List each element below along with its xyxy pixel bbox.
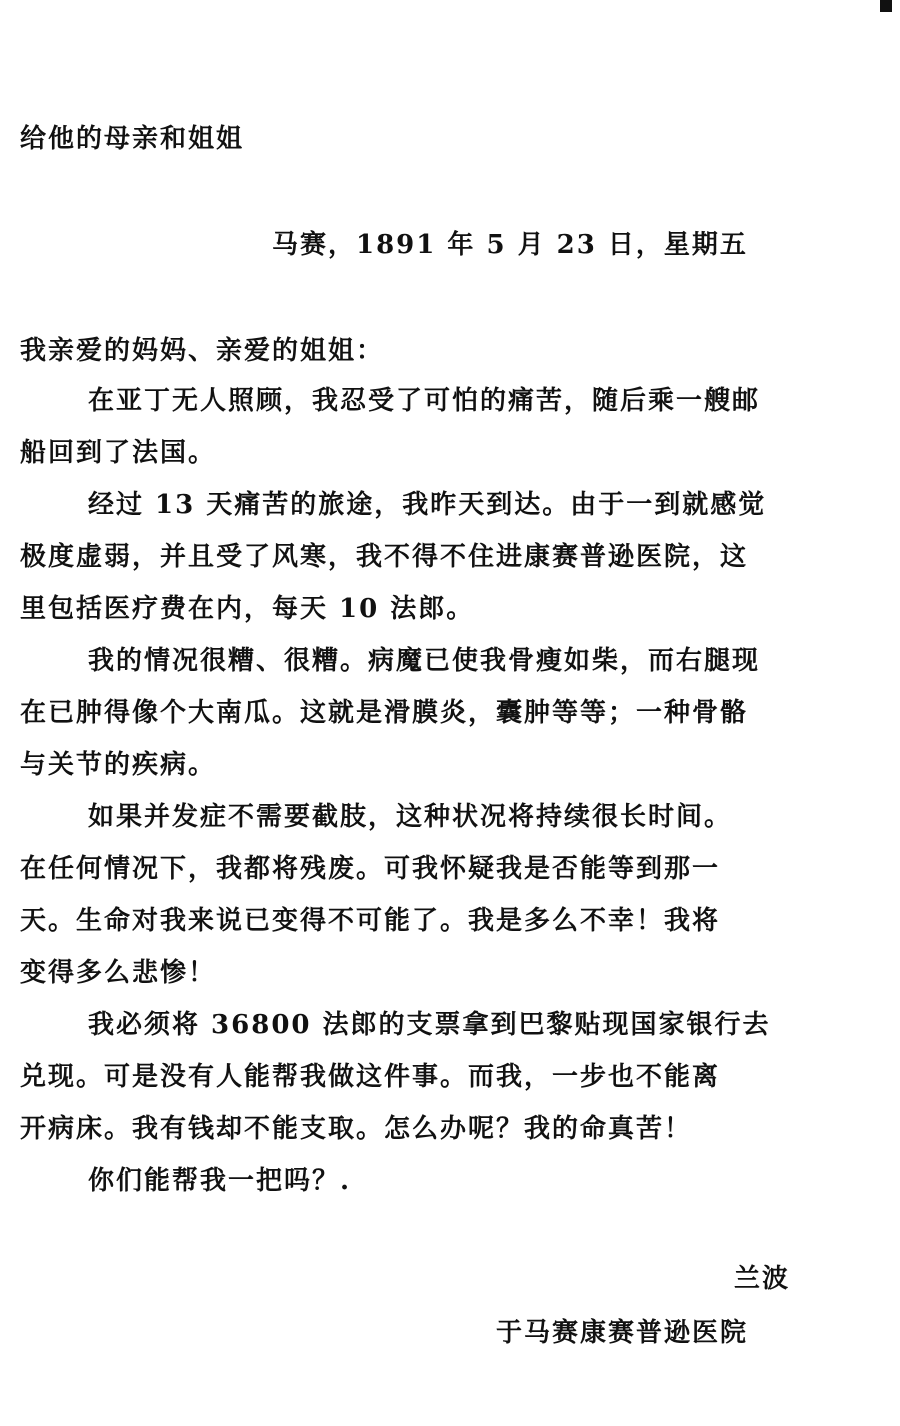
body-line: 天。生命对我来说已变得不可能了。我是多么不幸！我将 [20, 906, 721, 936]
body-line: 在已肿得像个大南瓜。这就是滑膜炎，囊肿等等；一种骨骼 [20, 698, 749, 728]
body-line: 在任何情况下，我都将残废。可我怀疑我是否能等到那一 [20, 854, 721, 884]
scan-edge-mark [880, 0, 892, 12]
body-line: 在亚丁无人照顾，我忍受了可怕的痛苦，随后乘一艘邮 [88, 386, 761, 416]
body-line: 如果并发症不需要截肢，这种状况将持续很长时间。 [88, 802, 733, 832]
signature-place: 于马赛康赛普逊医院 [496, 1318, 749, 1348]
body-line: 里包括医疗费在内，每天 10 法郎。 [20, 594, 475, 624]
signature-name: 兰波 [734, 1264, 791, 1294]
body-line: 兑现。可是没有人能帮我做这件事。而我，一步也不能离 [20, 1062, 721, 1092]
salutation: 我亲爱的妈妈、亲爱的姐姐： [20, 336, 385, 366]
body-line: 开病床。我有钱却不能支取。怎么办呢？我的命真苦！ [20, 1114, 693, 1144]
body-line: 经过 13 天痛苦的旅途，我昨天到达。由于一到就感觉 [88, 490, 767, 520]
body-line: 变得多么悲惨！ [20, 958, 217, 988]
body-line: 我必须将 36800 法郎的支票拿到巴黎贴现国家银行去 [88, 1010, 771, 1040]
recipient-heading: 给他的母亲和姐姐 [20, 124, 245, 154]
dateline: 马赛，1891 年 5 月 23 日，星期五 [272, 230, 748, 260]
body-line: 极度虚弱，并且受了风寒，我不得不住进康赛普逊医院，这 [20, 542, 749, 572]
body-line: 我的情况很糟、很糟。病魔已使我骨瘦如柴，而右腿现 [88, 646, 761, 676]
body-line: 你们能帮我一把吗？. [88, 1166, 352, 1196]
body-line: 船回到了法国。 [20, 438, 217, 468]
body-line: 与关节的疾病。 [20, 750, 217, 780]
